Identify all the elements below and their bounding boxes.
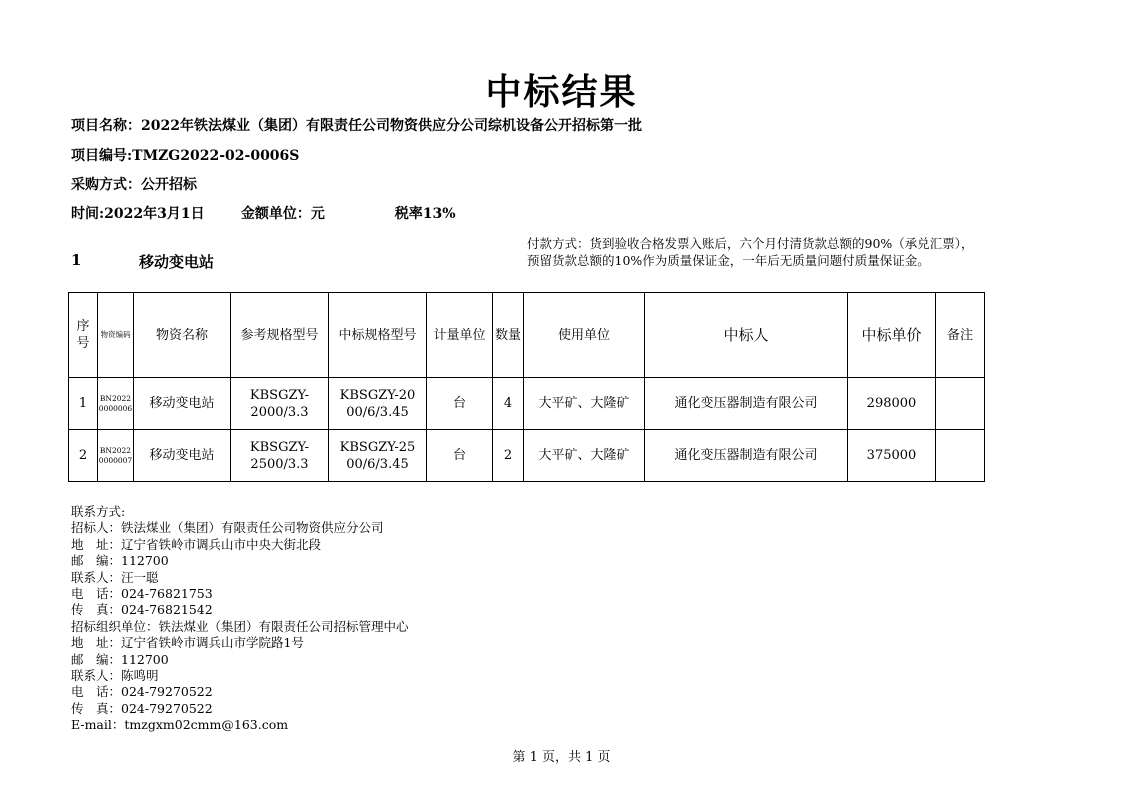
cell-remark (936, 430, 985, 482)
table-row (69, 378, 985, 430)
agency-postcode: 邮 编：112700 (71, 651, 169, 667)
cell-winner: 通化变压器制造有限公司 (645, 430, 848, 482)
cell-user: 大平矿、大隆矿 (524, 430, 645, 482)
agency-fax: 传 真：024-79270522 (71, 700, 213, 716)
header-qty: 数量 (493, 293, 524, 378)
project-code: 项目编号:TMZG2022-02-0006S (71, 148, 300, 164)
meta-row (71, 203, 456, 223)
bid-time: 时间:2022年3月1日 (71, 206, 205, 222)
cell-seq: 2 (69, 430, 98, 482)
cell-ref-model: KBSGZY-2500/3.3 (231, 430, 329, 482)
purchase-method: 采购方式：公开招标 (71, 177, 197, 193)
bid-results-table (68, 292, 985, 482)
cell-unit: 台 (427, 378, 493, 430)
currency-unit: 金额单位：元 (240, 206, 325, 222)
cell-price: 298000 (848, 378, 936, 430)
header-unit: 计量单位 (427, 293, 493, 378)
cell-bid-model: KBSGZY-2500/6/3.45 (329, 430, 427, 482)
cell-qty: 4 (493, 378, 524, 430)
cell-code: BN20220000007 (98, 430, 134, 482)
section-number: 1 (71, 251, 82, 269)
header-remark: 备注 (936, 293, 985, 378)
header-winner: 中标人 (645, 293, 848, 378)
cell-name: 移动变电站 (134, 378, 231, 430)
agency: 招标组织单位：铁法煤业（集团）有限责任公司招标管理中心 (71, 618, 409, 634)
cell-remark (936, 378, 985, 430)
cell-winner: 通化变压器制造有限公司 (645, 378, 848, 430)
cell-code: BN20220000006 (98, 378, 134, 430)
tax-rate: 税率13% (394, 206, 456, 222)
agency-address: 地 址：辽宁省铁岭市调兵山市学院路1号 (71, 635, 304, 651)
agency-email: E-mail：tmzgxm02cmm@163.com (71, 717, 289, 733)
tenderer-fax: 传 真：024-76821542 (71, 602, 213, 618)
header-code: 物资编码 (98, 293, 134, 378)
header-user: 使用单位 (524, 293, 645, 378)
header-bid-model: 中标规格型号 (329, 293, 427, 378)
tenderer-address: 地 址：辽宁省铁岭市调兵山市中央大街北段 (71, 536, 322, 552)
payment-terms: 付款方式：货到验收合格发票入账后，六个月付清货款总额的90%（承兑汇票），预留货款总额的10%作为质量保证金，一年后无质量问题付质量保证金。 (527, 236, 974, 268)
cell-qty: 2 (493, 430, 524, 482)
page-footer: 第 1 页，共 1 页 (512, 750, 611, 765)
cell-unit: 台 (427, 430, 493, 482)
section-name: 移动变电站 (139, 253, 215, 271)
tenderer: 招标人：铁法煤业（集团）有限责任公司物资供应分公司 (71, 520, 384, 536)
table-header-row (69, 293, 985, 378)
header-seq: 序号 (69, 293, 98, 378)
contact-heading: 联系方式: (71, 504, 126, 519)
page-title: 中标结果 (485, 71, 638, 113)
table-row (69, 430, 985, 482)
cell-price: 375000 (848, 430, 936, 482)
tenderer-postcode: 邮 编：112700 (71, 553, 169, 569)
cell-user: 大平矿、大隆矿 (524, 378, 645, 430)
header-price: 中标单价 (848, 293, 936, 378)
tenderer-phone: 电 话：024-76821753 (71, 586, 213, 602)
contact-info (71, 504, 409, 734)
header-ref-model: 参考规格型号 (231, 293, 329, 378)
tenderer-contact: 联系人：汪一聪 (71, 569, 159, 585)
cell-bid-model: KBSGZY-2000/6/3.45 (329, 378, 427, 430)
cell-ref-model: KBSGZY-2000/3.3 (231, 378, 329, 430)
cell-seq: 1 (69, 378, 98, 430)
header-name: 物资名称 (134, 293, 231, 378)
project-name: 项目名称：2022年铁法煤业（集团）有限责任公司物资供应分公司综机设备公开招标第一批 (71, 118, 642, 134)
agency-phone: 电 话：024-79270522 (71, 684, 213, 700)
agency-contact: 联系人：陈鸣明 (71, 668, 159, 684)
cell-name: 移动变电站 (134, 430, 231, 482)
